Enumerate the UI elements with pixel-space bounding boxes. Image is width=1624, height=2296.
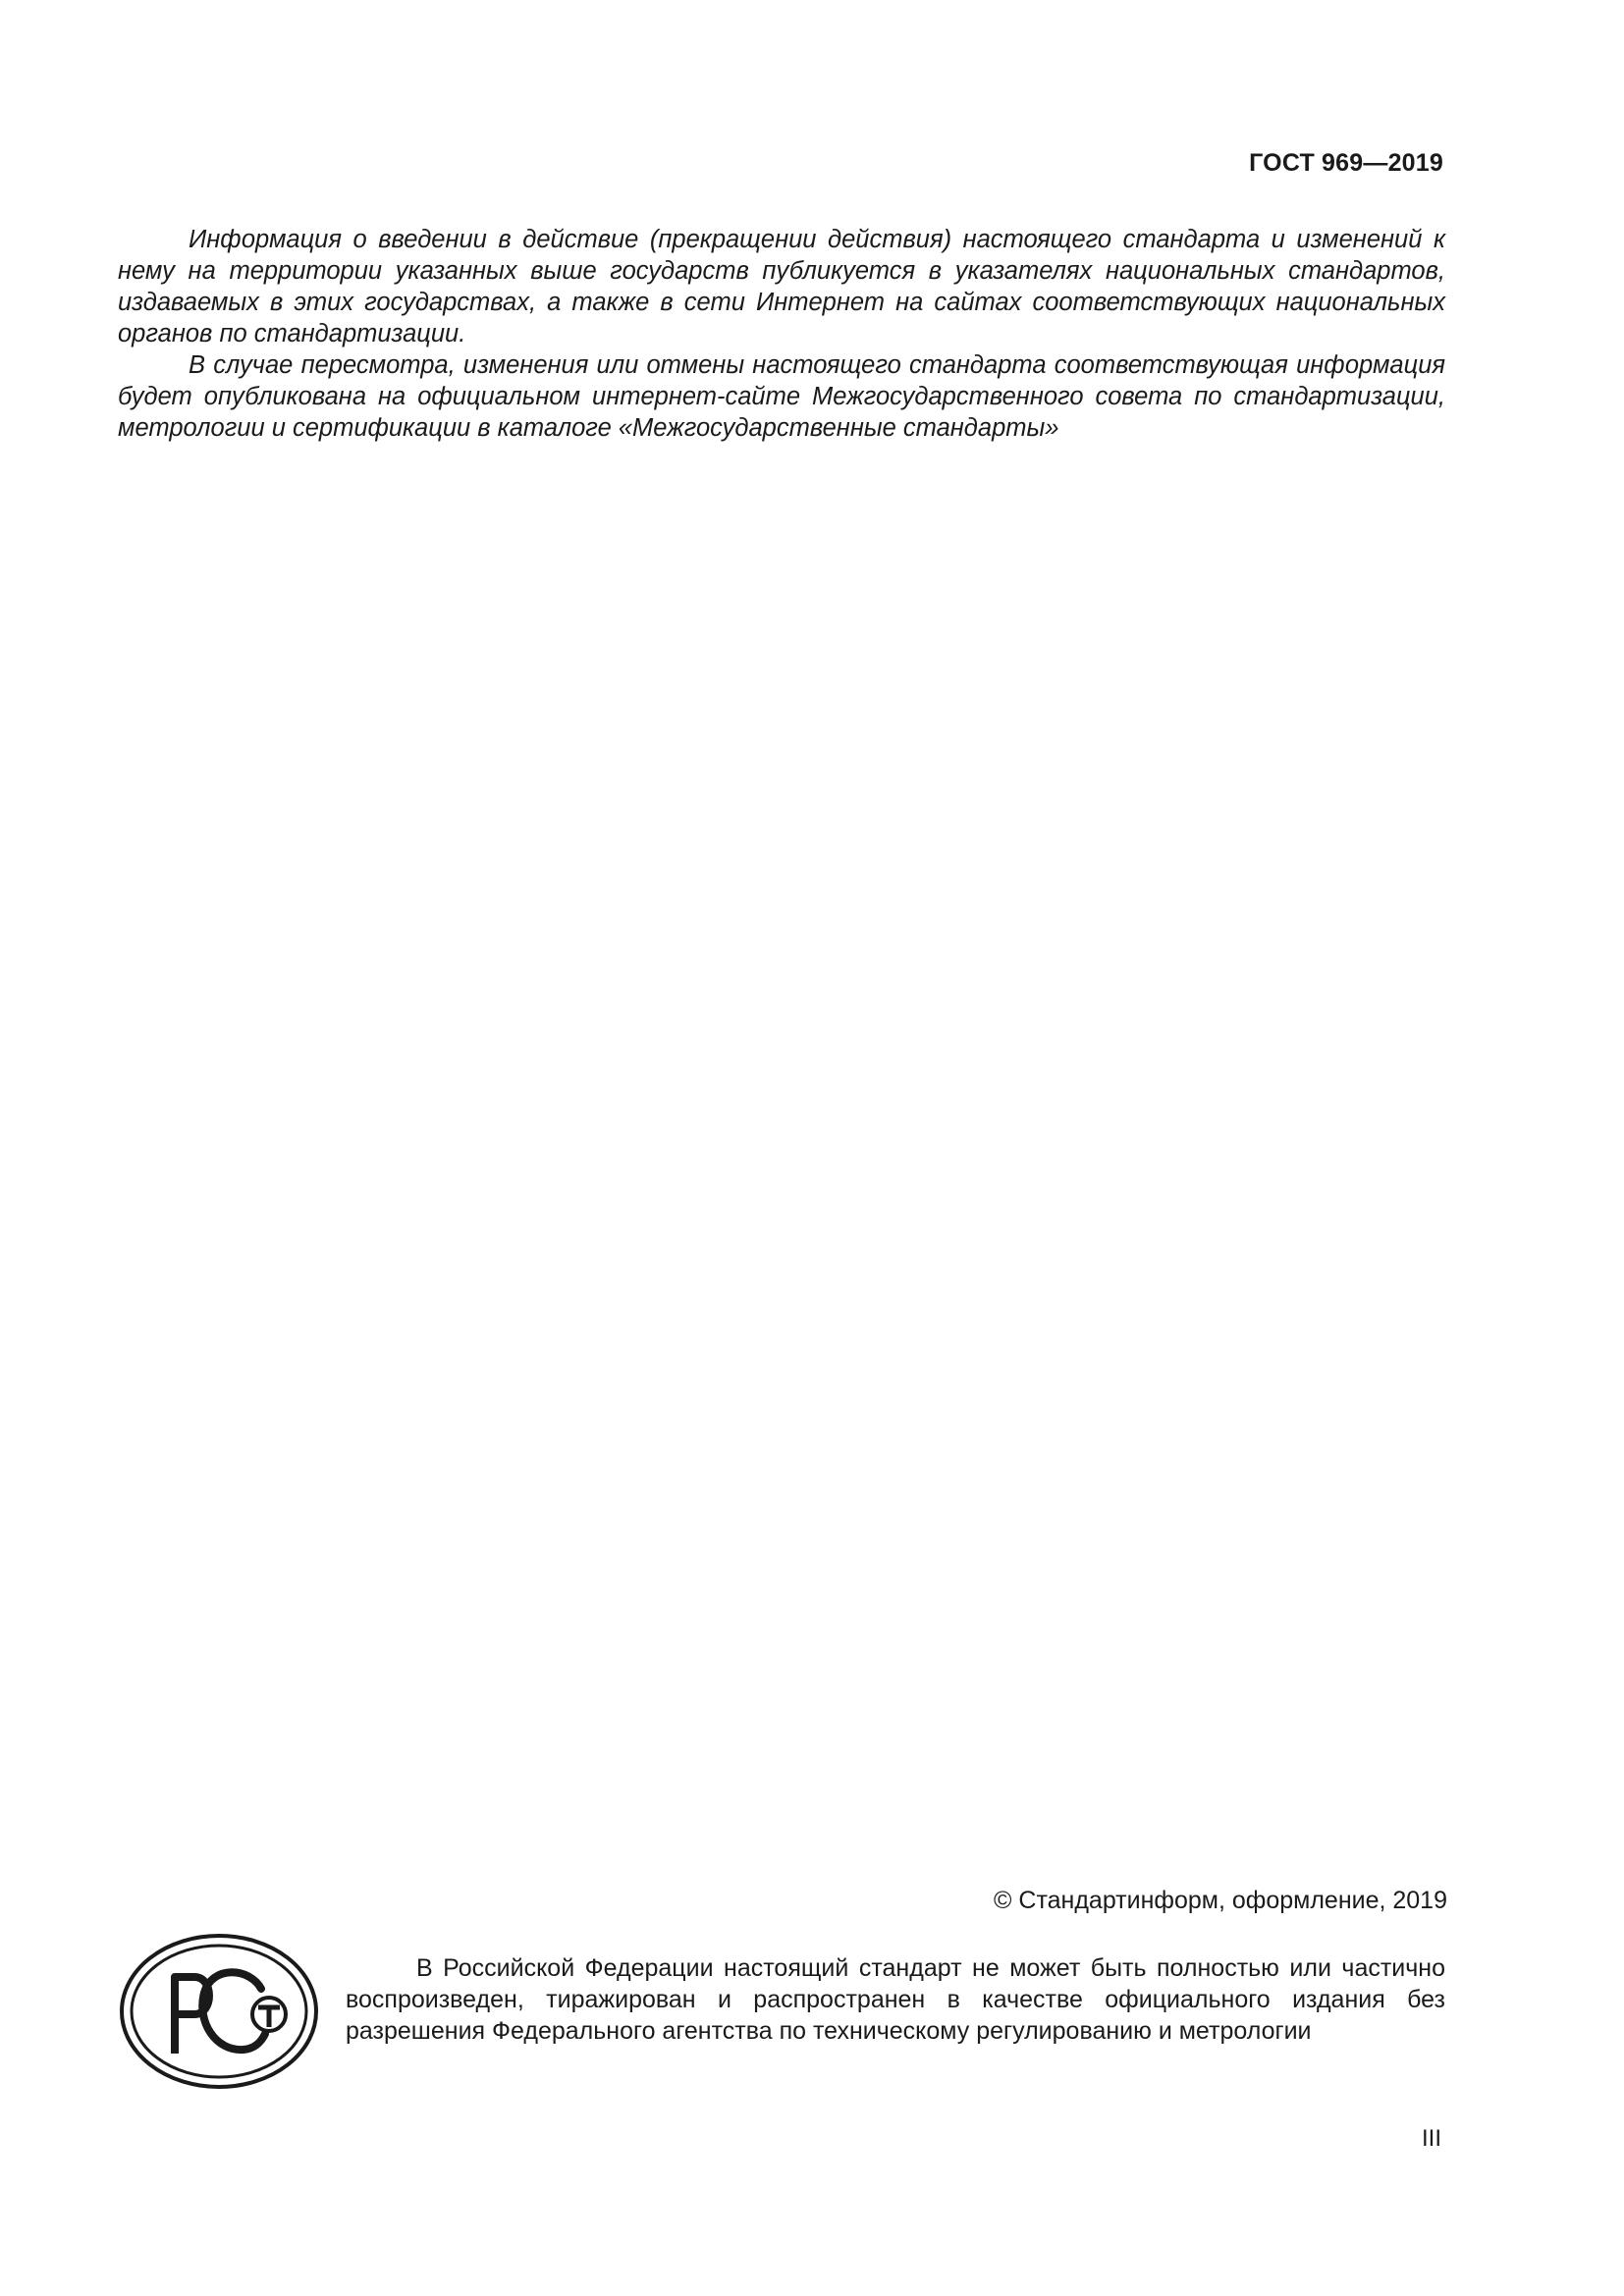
info-paragraph: В случае пересмотра, изменения или отмены настоящего стандарта соответствующая информация будет опубликована на официальном интернет-сайте Межгосударственного совета по стандартизации, метрологии и сертификации в каталоге «Межгосударственные стандарты» bbox=[118, 351, 1445, 442]
standard-code-header: ГОСТ 969—2019 bbox=[1249, 149, 1443, 177]
rst-certification-mark-icon bbox=[118, 1932, 320, 2091]
info-paragraph: Информация о введении в действие (прекращении действия) настоящего стандарта и изменений к нему на территории указанных выше государств публикуется в указателях национальных стандартов, издаваемых в этих государствах, а также в сети Интернет на сайтах соответствующих национальных органов по стандартизации. bbox=[118, 226, 1445, 347]
publication-info bbox=[118, 224, 1445, 444]
legal-notice bbox=[346, 1952, 1445, 2047]
copyright-notice: © Стандартинформ, оформление, 2019 bbox=[994, 1887, 1447, 1914]
page-number: III bbox=[1421, 2125, 1441, 2152]
legal-notice-text: В Российской Федерации настоящий стандарт не может быть полностью или частично воспроизведен, тиражирован и распространен в качестве официального издания без разрешения Федерального агентства по техническому регулированию и метрологии bbox=[346, 1954, 1445, 2045]
